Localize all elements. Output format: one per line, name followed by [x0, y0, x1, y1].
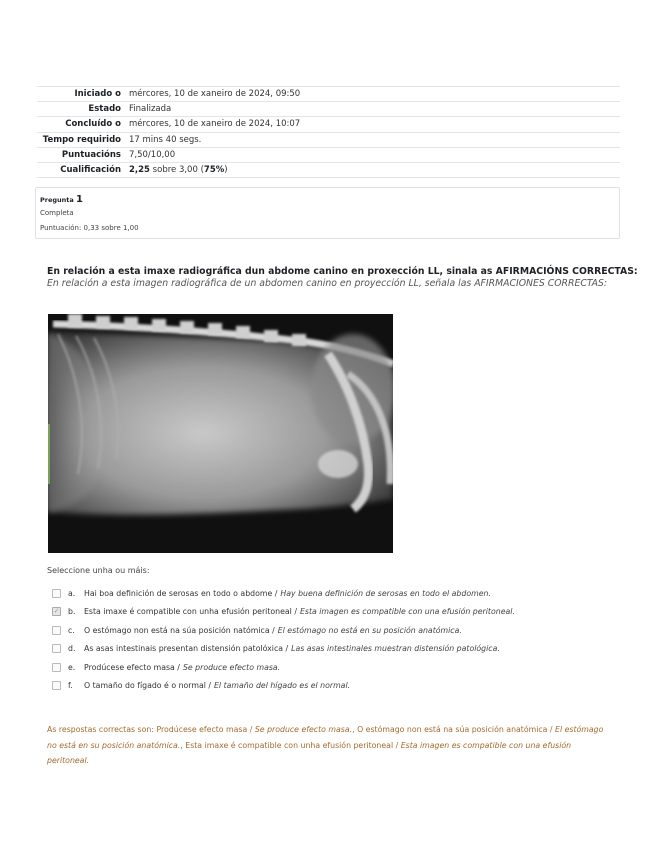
answer-text-galician: O tamaño do fígado é o normal / [84, 681, 211, 691]
question-text-spanish: En relación a esta imagen radiográfica de un abdomen canino en proyección LL, señala las AFIRMACIONES CORRECTAS: [47, 278, 608, 289]
summary-value: Finalizada [129, 104, 172, 115]
answer-text-galician: Esta imaxe é compatible con unha efusión peritoneal / [84, 607, 297, 617]
answer-option[interactable] [52, 640, 622, 659]
summary-row [37, 117, 620, 132]
correct-answer-feedback [47, 722, 613, 769]
summary-row [37, 102, 620, 117]
grade-mid: sobre 3,00 ( [149, 165, 204, 176]
feedback-answer-2: O estómago non está na súa posición anatómica / [357, 725, 556, 734]
radiograph-drawing [48, 314, 393, 553]
feedback-sep-1: , [352, 725, 358, 734]
summary-value: 7,50/10,00 [129, 149, 176, 160]
summary-label: Estado [88, 104, 121, 115]
grade-percent: 75% [203, 165, 225, 176]
question-text [47, 266, 638, 290]
answer-options [52, 584, 622, 695]
summary-value [127, 162, 620, 177]
answer-checkbox[interactable] [52, 644, 61, 653]
answer-option[interactable] [52, 603, 622, 622]
answer-text-spanish: Esta imagen es compatible con una efusión peritoneal. [299, 607, 515, 617]
feedback-answer-2-es: El estómago no está en su posición anatómica. [47, 725, 604, 750]
feedback-answer-3: Esta imaxe é compatible con unha efusión peritoneal / [185, 740, 401, 750]
answer-letter: b. [68, 607, 76, 617]
answer-text-galician: Prodúcese efecto masa / [84, 662, 180, 672]
question-grade: Puntuación: 0,33 sobre 1,00 [40, 224, 139, 232]
question-number-value: 1 [76, 194, 84, 205]
select-prompt: Seleccione unha ou máis: [47, 566, 150, 575]
summary-row [37, 87, 620, 102]
summary-label: Iniciado o [74, 89, 121, 100]
summary-label: Puntuacións [61, 149, 121, 160]
summary-body [37, 87, 620, 163]
answer-text-galician: As asas intestinais presentan distensión patolóxica / [84, 644, 289, 654]
summary-value: 17 mins 40 segs. [129, 134, 202, 145]
answer-option[interactable] [52, 677, 622, 696]
summary-row [37, 132, 620, 147]
feedback-answer-1-es: Se produce efecto masa. [254, 725, 353, 734]
question-state: Completa [40, 209, 74, 217]
check-icon: ✓ [53, 607, 60, 616]
answer-text-spanish: Se produce efecto masa. [182, 662, 281, 672]
summary-value: mércores, 10 de xaneiro de 2024, 09:50 [129, 89, 301, 100]
abdomen-radiograph-image [48, 314, 393, 553]
feedback-answer-3-es: Esta imagen es compatible con una efusión peritoneal. [47, 740, 572, 765]
answer-letter: f. [68, 681, 73, 691]
answer-option[interactable] [52, 584, 622, 603]
answer-option[interactable] [52, 658, 622, 677]
answer-letter: e. [68, 662, 76, 672]
answer-checkbox[interactable] [52, 589, 61, 598]
answer-letter: c. [68, 625, 75, 635]
answer-checkbox[interactable] [52, 607, 61, 616]
answer-letter: a. [68, 588, 76, 598]
summary-label: Tempo requirido [42, 134, 121, 145]
answer-text-spanish: Las asas intestinales muestran distensión patológica. [291, 644, 500, 654]
answer-letter: d. [68, 644, 76, 654]
answer-text-spanish: El tamaño del hígado es el normal. [214, 681, 351, 691]
question-info-box [35, 187, 620, 239]
question-number [40, 194, 83, 205]
answer-text-spanish: El estómago no está en su posición anatómica. [277, 625, 462, 635]
summary-label: Cualificación [60, 165, 121, 176]
summary-row [37, 147, 620, 162]
summary-label: Concluído o [65, 119, 121, 130]
answer-checkbox[interactable] [52, 626, 61, 635]
grade-score: 2,25 [129, 165, 150, 176]
question-number-prefix: Pregunta [40, 196, 77, 204]
feedback-answer-1: Prodúcese efecto masa / [156, 725, 255, 734]
answer-checkbox[interactable] [52, 681, 61, 690]
question-text-galician: En relación a esta imaxe radiográfica dun abdome canino en proxección LL, sinala as AFIRMACIÓNS CORRECTAS: [47, 266, 638, 277]
answer-checkbox[interactable] [52, 663, 61, 672]
feedback-intro: As respostas correctas son: [47, 725, 157, 734]
answer-text-spanish: Hay buena definición de serosas en todo el abdomen. [280, 588, 491, 598]
summary-row-grade [37, 162, 620, 177]
answer-text-galician: Hai boa definición de serosas en todo o abdome / [84, 588, 278, 598]
feedback-sep-2: , [180, 740, 186, 750]
attempt-summary-table [37, 86, 620, 178]
answer-text-galician: O estómago non está na súa posición natómica / [84, 625, 275, 635]
summary-value: mércores, 10 de xaneiro de 2024, 10:07 [129, 119, 301, 130]
grade-end: ) [224, 165, 228, 176]
answer-option[interactable] [52, 621, 622, 640]
